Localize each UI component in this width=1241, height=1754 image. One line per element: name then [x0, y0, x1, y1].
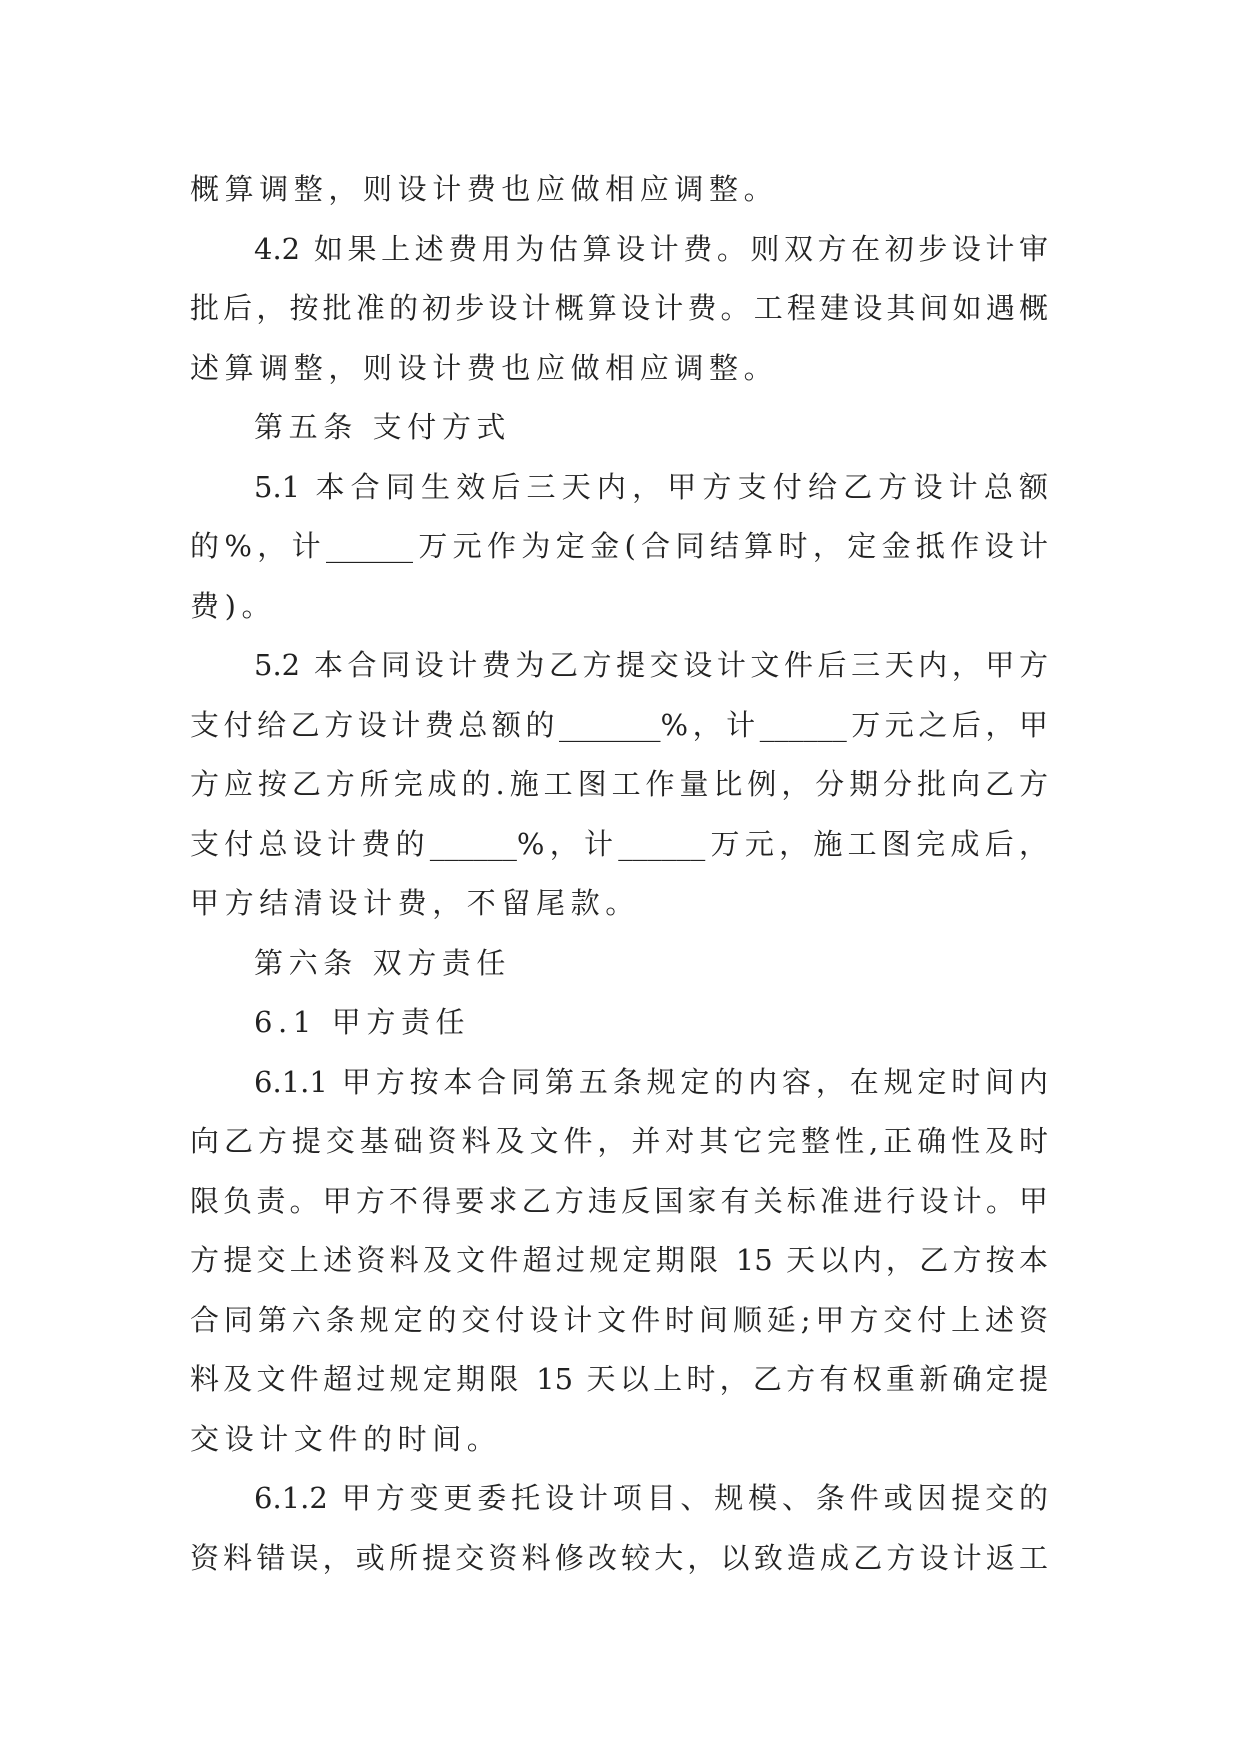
text-line: 费)。 [190, 588, 277, 623]
text-line: 述算调整，则设计费也应做相应调整。 [190, 350, 779, 385]
text-line: 合同第六条规定的交付设计文件时间顺延;甲方交付上述资 [190, 1302, 1048, 1337]
text-line: 批后，按批准的初步设计概算设计费。工程建设其间如遇概 [190, 291, 1048, 325]
text-line: 6.1.1 甲方按本合同第五条规定的内容，在规定时间内 [254, 1064, 1048, 1099]
text-line: 支付总设计费的______%，计______万元，施工图完成后， [190, 826, 1048, 861]
text-line: 的%，计______万元作为定金(合同结算时，定金抵作设计 [190, 529, 1048, 563]
text-line: 5.1 本合同生效后三天内，甲方支付给乙方设计总额 [254, 469, 1048, 504]
subsection-heading: 6.1 甲方责任 [254, 1005, 471, 1039]
text-line: 向乙方提交基础资料及文件，并对其它完整性,正确性及时 [190, 1124, 1048, 1158]
text-line: 5.2 本合同设计费为乙方提交设计文件后三天内，甲方 [254, 648, 1048, 682]
text-line: 4.2 如果上述费用为估算设计费。则双方在初步设计审 [254, 231, 1048, 266]
text-line: 6.1.2 甲方变更委托设计项目、规模、条件或因提交的 [254, 1481, 1048, 1515]
text-line: 支付给乙方设计费总额的_______%，计______万元之后，甲 [190, 707, 1048, 742]
text-line: 方提交上述资料及文件超过规定期限 15 天以内，乙方按本 [190, 1243, 1048, 1277]
document-body [190, 160, 1048, 1588]
text-line: 概算调整，则设计费也应做相应调整。 [190, 172, 779, 206]
text-line: 料及文件超过规定期限 15 天以上时，乙方有权重新确定提 [190, 1362, 1048, 1396]
text-line: 限负责。甲方不得要求乙方违反国家有关标准进行设计。甲 [190, 1183, 1048, 1218]
text-line: 甲方结清设计费，不留尾款。 [190, 886, 640, 920]
text-line: 方应按乙方所完成的.施工图工作量比例，分期分批向乙方 [190, 767, 1048, 801]
section-heading: 第五条 支付方式 [254, 410, 512, 444]
text-line: 资料错误，或所提交资料修改较大，以致造成乙方设计返工 [190, 1540, 1048, 1575]
section-heading: 第六条 双方责任 [254, 945, 512, 980]
text-line: 交设计文件的时间。 [190, 1421, 502, 1456]
